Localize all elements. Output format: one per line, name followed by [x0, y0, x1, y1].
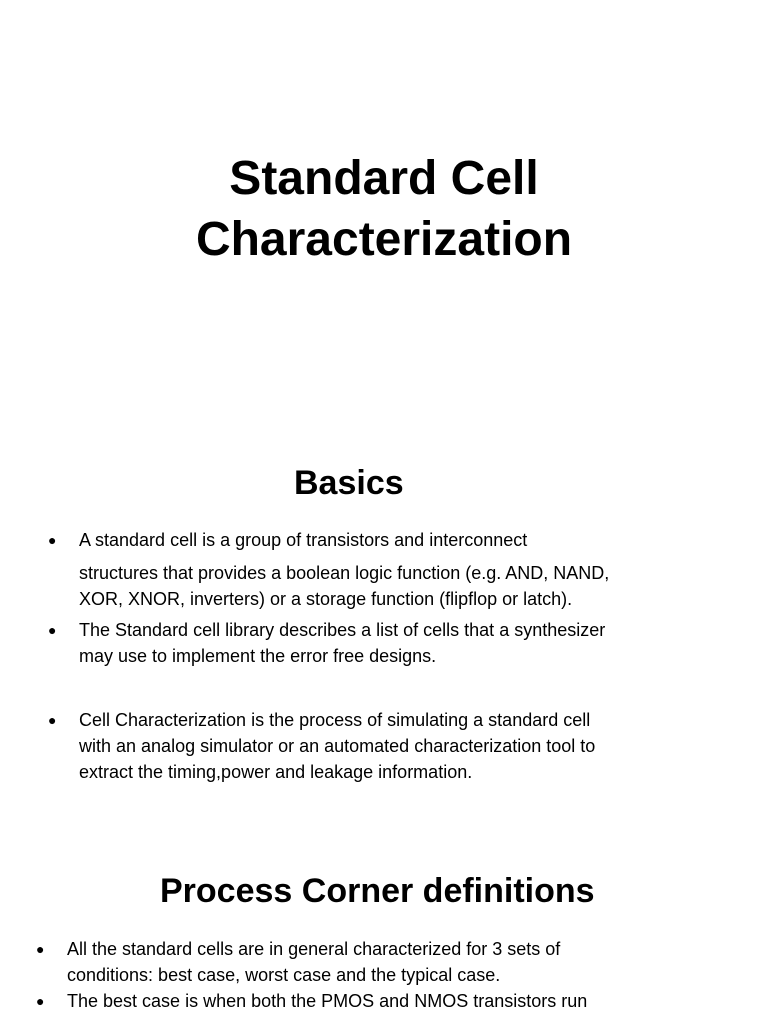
title-line-1: Standard Cell [229, 152, 539, 205]
list-item-line: extract the timing,power and leakage information. [79, 762, 473, 782]
list-item [48, 617, 606, 669]
list-item-line: may use to implement the error free designs. [79, 646, 437, 666]
bullet-icon: ● [48, 712, 57, 728]
bullet-icon: ● [36, 993, 45, 1009]
list-item-line: All the standard cells are in general characterized for 3 sets of [67, 939, 561, 959]
list-item-line: Cell Characterization is the process of simulating a standard cell [79, 710, 591, 730]
list-item-line: XOR, XNOR, inverters) or a storage function (flipflop or latch). [79, 589, 573, 609]
bullet-icon: ● [48, 622, 57, 638]
list-item-line: The best case is when both the PMOS and NMOS transistors run [67, 991, 588, 1011]
list-item [48, 527, 610, 612]
section-heading-basics: Basics [294, 464, 404, 502]
bullet-icon: ● [48, 532, 57, 548]
list-item [48, 707, 596, 785]
list-item-line: The Standard cell library describes a list of cells that a synthesizer [79, 620, 606, 640]
list-item-line: conditions: best case, worst case and the typical case. [67, 965, 501, 985]
section-heading-process-corner: Process Corner definitions [160, 872, 595, 910]
list-item-line: with an analog simulator or an automated characterization tool to [79, 736, 596, 756]
title-line-2: Characterization [195, 213, 573, 266]
list-item-line: structures that provides a boolean logic function (e.g. AND, NAND, [79, 563, 610, 583]
list-item [36, 988, 588, 1014]
bullet-icon: ● [36, 941, 45, 957]
list-item-line: A standard cell is a group of transistors and interconnect [79, 530, 528, 550]
document-title [0, 148, 768, 270]
list-item [36, 936, 561, 988]
